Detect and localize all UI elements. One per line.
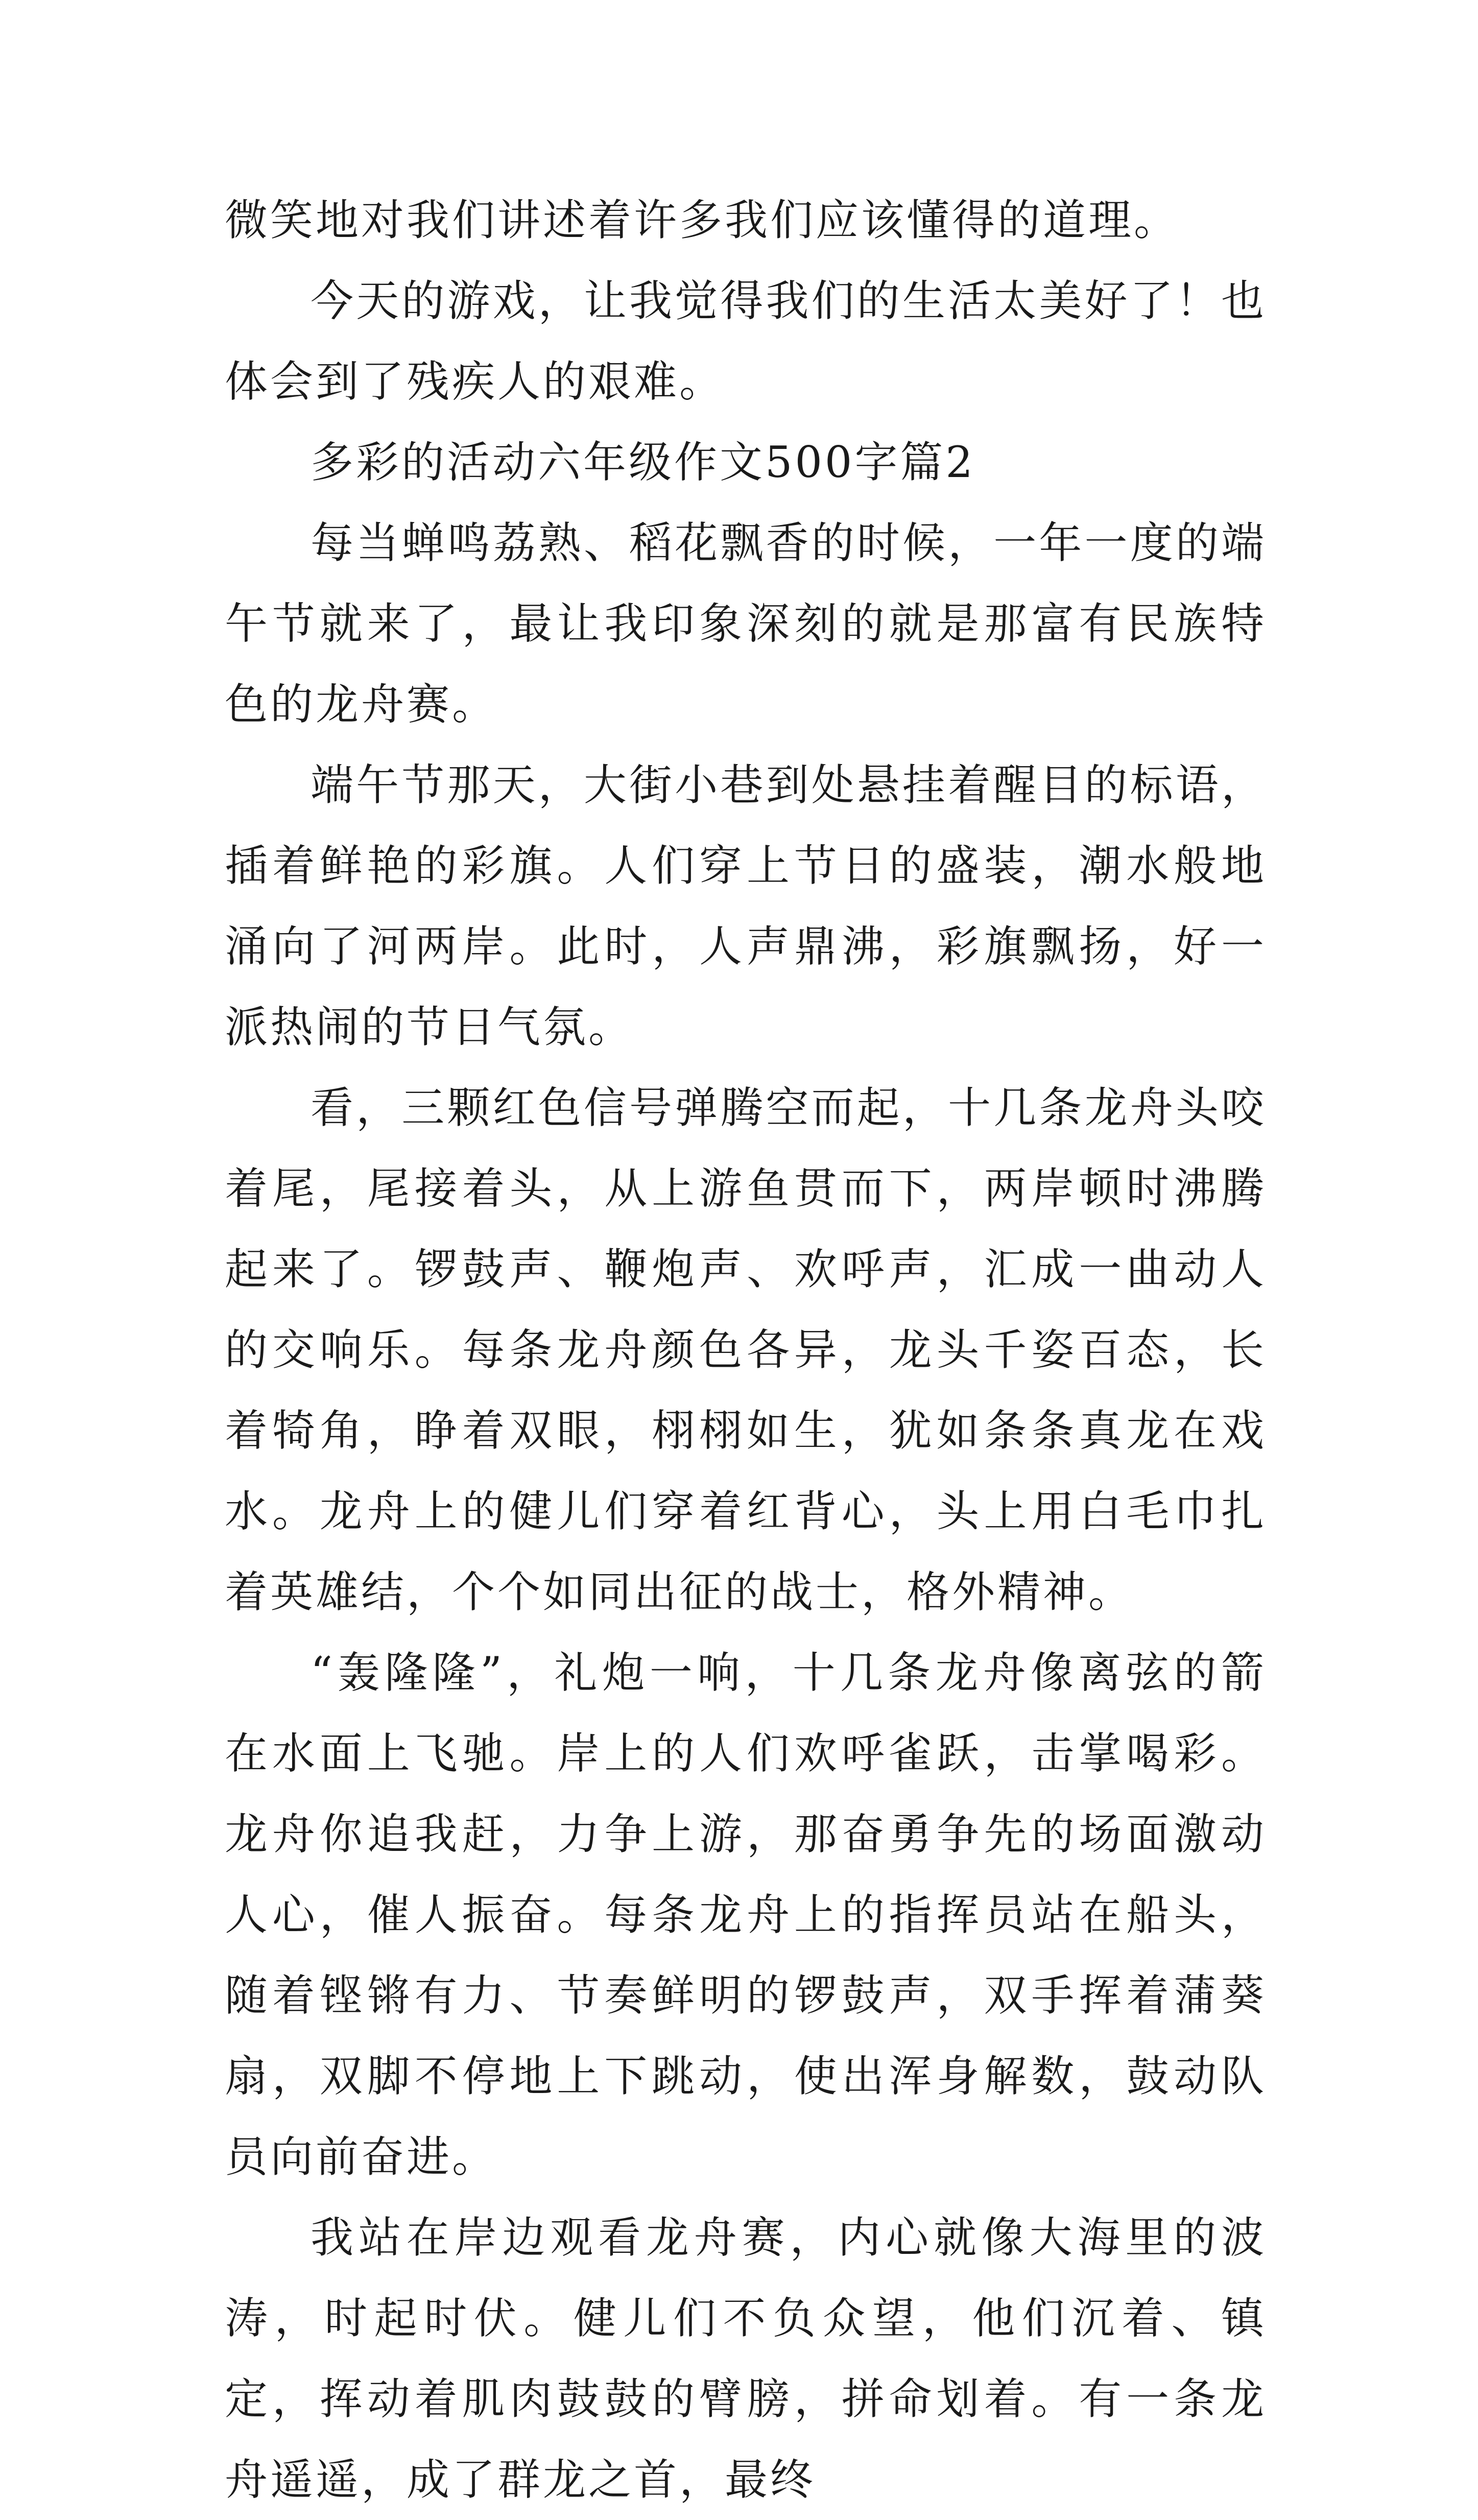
paragraph-7: 我站在岸边观看龙舟赛，内心就像大海里的波涛，时起时伏。健儿们不负众望，他们沉着、镇定，挥动着肌肉鼓鼓的臂膀，拼命划着。有一条龙舟遥遥，成了群龙之首，最终 [225,2213,1267,2505]
document-body [225,180,1267,2520]
paragraph-6: “轰隆隆”，礼炮一响，十几条龙舟像离弦的箭在水面上飞驰。岸上的人们欢呼雀跃，击掌喝彩。龙舟你追我赶，力争上游，那奋勇争先的场面激动人心，催人振奋。每条龙舟上的指挥员站在船头，随着铿锵有力、节奏鲜明的锣鼓声，双手挥着蒲葵扇，双脚不停地上下跳动，使出浑身解数，鼓动队员向前奋进。 [225,1648,1267,2182]
section-heading: 多彩的活动六年级作文500字篇2 [311,437,975,487]
paragraph-1: 微笑地对我们讲述着许多我们应该懂得的道理。 [225,195,1180,245]
paragraph-2: 今天的游戏，让我觉得我们的生活太美好了！也体会到了残疾人的艰难。 [225,276,1267,407]
paragraph-3: 每当蝉鸣荔熟、稻花飘香的时候，一年一度的端午节就来了，最让我印象深刻的就是那富有民族特色的龙舟赛。 [225,518,1267,729]
paragraph-5: 看，三颗红色信号弹腾空而起，十几条龙舟头咬着尾，尾接着头，从上游鱼贯而下，两岸顿时沸腾起来了。锣鼓声、鞭炮声、欢呼声，汇成一曲动人的交响乐。每条龙舟颜色各异，龙头千姿百态，长着犄角，睁着双眼，栩栩如生，犹如条条真龙在戏水。龙舟上的健儿们穿着红背心，头上用白毛巾扎着英雄结，个个如同出征的战士，格外精神。 [225,1083,1267,1617]
paragraph-4: 端午节那天，大街小巷到处悬挂着醒目的标语，插着鲜艳的彩旗。人们穿上节日的盛装，潮水般地涌向了河两岸。此时，人声鼎沸，彩旗飘扬，好一派热闹的节日气氛。 [225,760,1267,1052]
